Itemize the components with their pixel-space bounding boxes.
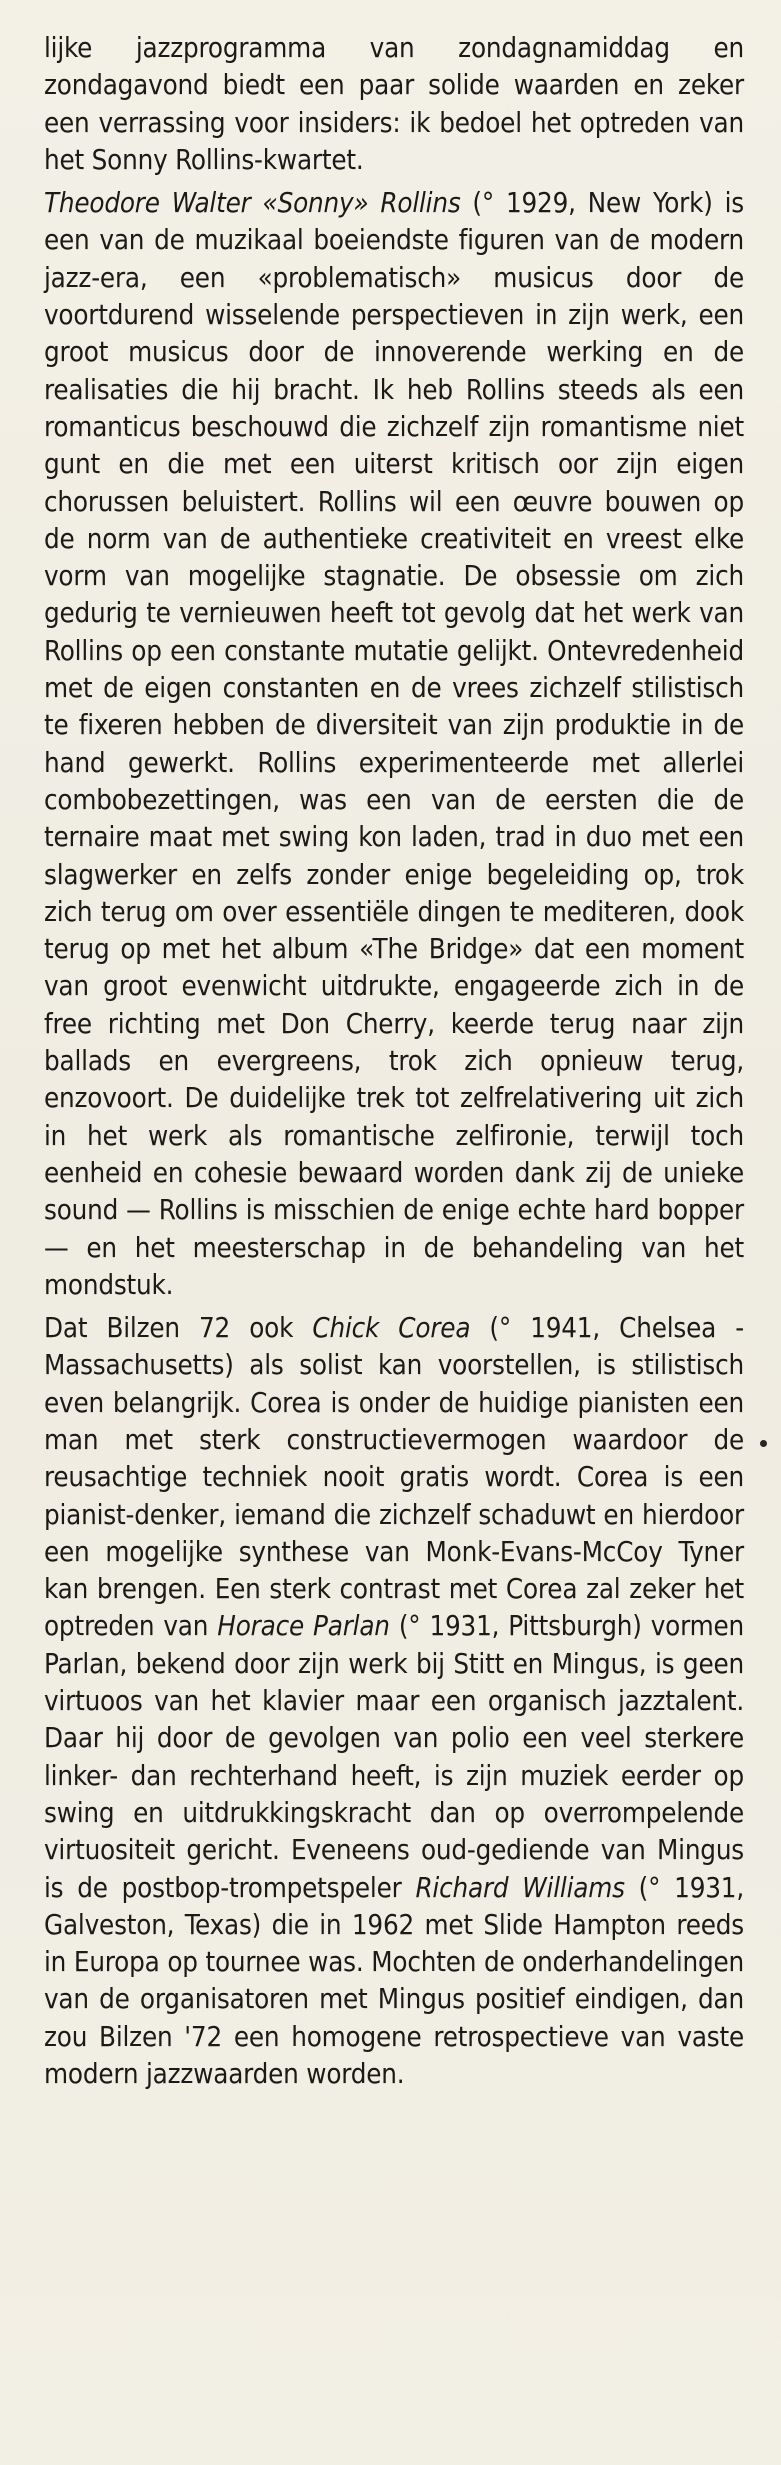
article-paragraph: [44, 1310, 744, 2093]
paragraph-text: Dat Bilzen 72 ook: [44, 1312, 313, 1345]
artist-name-italic: Theodore Walter «Sonny» Rollins: [44, 187, 461, 220]
paragraph-text: (° 1931, Galveston, Texas) die in 1962 met Slide Hampton reeds in Europa op tournee was. Mochten de onderhandelingen van de organisatoren met Mingus positief eindigen, dan zou Bilzen '72 een homogene retrospectieve van vaste modern jazzwaarden worden.: [44, 1871, 744, 2091]
artist-name-italic: Richard Williams: [415, 1871, 625, 1904]
paragraph-text: (° 1931, Pittsburgh) vormen Parlan, bekend door zijn werk bij Stitt en Mingus, is geen virtuoos van het klavier maar een organisch jazztalent. Daar hij door de gevolgen van polio een veel sterkere linker- dan rechterhand heeft, is zijn muziek eerder op swing en uitdrukkingskracht dan op overrompelende virtuositeit gericht. Eveneens oud-gediende van Mingus is de postbop-trompetspeler: [44, 1610, 744, 1904]
paragraph-text: lijke jazzprogramma van zondagnamiddag en zondagavond biedt een paar solide waarden en zeker een verrassing voor insiders: ik bedoel het optreden van het Sonny Rollins-kwartet.: [44, 32, 744, 176]
artist-name-italic: Horace Parlan: [217, 1610, 390, 1643]
paragraph-text: (° 1941, Chelsea - Massachusetts) als solist kan voorstellen, is stilistisch even belangrijk. Corea is onder de huidige pianisten een man met sterk constructievermogen waardoor de reusachtige techniek nooit gratis wordt. Corea is een pianist-denker, iemand die zichzelf schaduwt en hierdoor een mogelijke synthese van Monk-Evans-McCoy Tyner kan brengen. Een sterk contrast met Corea zal zeker het optreden van: [44, 1312, 744, 1643]
paragraph-text: (° 1929, New York) is een van de muzikaal boeiendste figuren van de modern jazz-era, een «problematisch» musicus door de voortdurend wisselende perspectieven in zijn werk, een groot musicus door de innoverende werking en de realisaties die hij bracht. Ik heb Rollins steeds als een romanticus beschouwd die zichzelf zijn romantisme niet gunt en die met een uiterst kritisch oor zijn eigen chorussen beluistert. Rollins wil een œuvre bouwen op de norm van de authentieke creativiteit en vreest elke vorm van mogelijke stagnatie. De obsessie om zich gedurig te vernieuwen heeft tot gevolg dat het werk van Rollins op een constante mutatie gelijkt. Ontevredenheid met de eigen constanten en de vrees zichzelf stilistisch te fixeren hebben de diversiteit van zijn produktie in de hand gewerkt. Rollins experimenteerde met allerlei combobezettingen, was een van de eersten die de ternaire maat met swing kon laden, trad in duo met een slagwerker en zelfs zonder enige begeleiding op, trok zich terug om over essentiële dingen te mediteren, dook terug op met het album «The Bridge» dat een moment van groot evenwicht uitdrukte, engageerde zich in de free richting met Don Cherry, keerde terug naar zijn ballads en evergreens, trok zich opnieuw terug, enzovoort. De duidelijke trek tot zelfrelativering uit zich in het werk als romantische zelfironie, terwijl toch eenheid en cohesie bewaard worden dank zij de unieke sound — Rollins is misschien de enige echte hard bopper — en het meesterschap in de behandeling van het mondstuk.: [44, 187, 744, 1301]
article-column: [44, 30, 744, 2093]
ink-dot-mark: [760, 1440, 767, 1447]
article-paragraph: [44, 185, 744, 1304]
artist-name-italic: Chick Corea: [312, 1312, 471, 1345]
article-paragraph: [44, 30, 744, 179]
